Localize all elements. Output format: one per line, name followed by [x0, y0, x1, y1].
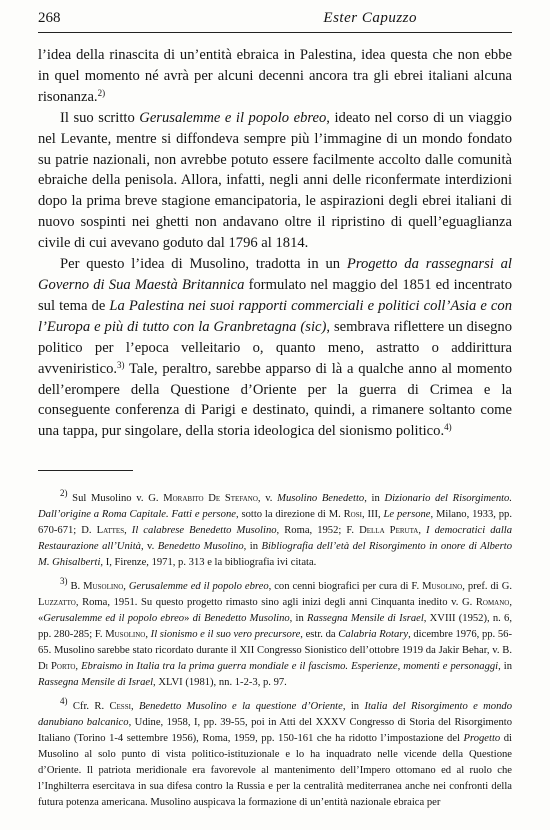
- text-run: La Palestina nei suoi rapporti commerciali e politici coll’Asia e con l’Europa e più di tutto con la Granbretagna (sic): [38, 297, 512, 335]
- text-run: , in: [243, 541, 262, 553]
- text-run: Le persone: [383, 509, 431, 521]
- text-run: Romano: [475, 597, 510, 609]
- text-run: Rassegna Mensile di Israel: [307, 613, 424, 625]
- text-run: Sul Musolino v. G.: [67, 493, 164, 505]
- text-run: Il calabrese Benedetto Musolino: [131, 525, 277, 537]
- text-run: Di Porto: [38, 661, 76, 673]
- text-run: ,: [145, 629, 151, 641]
- footnote-ref: 2): [60, 488, 68, 499]
- text-run: Gerusalemme ed il popolo ebreo: [128, 581, 269, 593]
- text-run: Luzzatto: [38, 597, 76, 609]
- footnote-ref: 4): [444, 422, 452, 433]
- running-title: Ester Capuzzo: [323, 10, 417, 26]
- main-text: [38, 45, 512, 442]
- text-run: formulato nel maggio del 1851 ed incentrato sul tema de: [38, 276, 512, 314]
- page-number: 268: [38, 10, 61, 26]
- text-run: , in: [342, 701, 365, 713]
- text-run: Bibliografia dell’età del Risorgimento in onore di Alberto M. Ghisalberti: [38, 541, 512, 569]
- text-run: Per questo l’idea di Musolino, tradotta in un: [60, 256, 347, 273]
- footnote-divider: [38, 470, 133, 471]
- text-run: , XVIII (1952), n. 6, pp. 280-285; F.: [38, 613, 512, 641]
- text-run: Musolino: [83, 581, 124, 593]
- text-run: , con cenni biografici per cura di F.: [268, 581, 423, 593]
- text-run: , «: [38, 597, 512, 625]
- text-run: Calabria Rotary: [338, 629, 409, 641]
- paragraph-2: [38, 108, 512, 254]
- text-run: I democratici dalla Restaurazione all’Unità: [38, 525, 513, 553]
- text-run: Gerusalemme e il popolo ebreo: [139, 109, 327, 126]
- text-run: Musolino Benedetto: [277, 493, 365, 505]
- text-run: Tale, peraltro, sarebbe apparso di là a qualche anno al momento dell’erompere della Questione d’Oriente per la guerra di Crimea e la conseguente conferenza di Parigi e destinato, quindi, a rimanere soltanto come una tappa, pur singolare, della storia ideologica del sionismo politico.: [38, 360, 512, 440]
- text-run: Gerusalemme ed il popolo ebreo: [43, 613, 185, 625]
- footnote-ref: 3): [60, 576, 68, 587]
- text-run: »: [184, 613, 193, 625]
- text-run: Morabito De Stefano: [163, 493, 258, 505]
- text-run: , Milano, 1933, pp. 670-671; D.: [38, 509, 512, 537]
- footnote-3: [38, 576, 513, 691]
- text-run: Rosi: [343, 509, 362, 521]
- text-run: Lattes: [96, 525, 125, 537]
- text-run: , sembrava riflettere un disegno politico per l’epoca velleitario o, quanto meno, astratto o addirittura avveniristico.: [38, 318, 512, 377]
- text-run: , in: [364, 493, 385, 505]
- text-run: , in: [289, 613, 308, 625]
- text-run: Italia del Risorgimento e mondo danubiano balcanico: [38, 701, 512, 729]
- text-run: di Musolino al solo punto di vista politico-istituzionale e lo ha inquadrato nelle vicende della Questione d’Oriente. Il patriota meridionale era favorevole al mantenimento dell’Impero ottomano ed al ruolo che l’Inghilterra esercitava in sua difesa contro la Russia e per la centralità mediterranea anche nei confronti della futura potenza americana. Musolino auspicava la formazione di un’entità nazionale ebraica per: [38, 733, 512, 809]
- paragraph-3: [38, 254, 512, 442]
- text-run: , sotto la direzione di M.: [235, 509, 344, 521]
- footnotes: [38, 488, 513, 811]
- text-run: ,: [418, 525, 427, 537]
- text-run: di Benedetto Musolino: [192, 613, 290, 625]
- text-run: , I, Firenze, 1971, p. 313 e la bibliografia ivi citata.: [100, 557, 317, 569]
- text-run: l’idea della rinascita di un’entità ebraica in Palestina, idea questa che non ebbe in quel momento né avrà per alcuni decenni ancora tra gli ebrei italiani alcuna risonanza.: [38, 47, 512, 105]
- footnote-ref: 3): [117, 359, 125, 370]
- footnote-4: [38, 696, 512, 811]
- text-run: , estr. da: [300, 629, 339, 641]
- text-run: , ideato nel corso di un viaggio nel Levante, mentre si diffondeva sempre più l’immagine di un mondo fondato su patrie nazionali, non avrebbe potuto essere facilmente accolto dalle comunità ebraiche della penisola. Allora, infatti, negli anni delle riconfermate interdizioni dopo la prima breve stagione emancipatoria, le aspirazioni degli ebrei italiani di nuovo sospinti nei ghetti non andavano oltre il ripristino di quell’eguaglianza civile di cui avevano goduto dal 1796 al 1814.: [38, 109, 512, 252]
- text-run: , Roma, 1952; F.: [276, 525, 360, 537]
- text-run: Benedetto Musolino: [157, 541, 244, 553]
- text-run: Musolino: [422, 581, 463, 593]
- text-run: Dizionario del Risorgimento. Dall’origine a Roma Capitale. Fatti e persone: [38, 493, 513, 521]
- text-run: Ebraismo in Italia tra la prima guerra mondiale e il fascismo. Esperienze, momenti e personaggi: [81, 661, 499, 673]
- text-run: Progetto da rassegnarsi al Governo di Sua Maestà Britannica: [38, 256, 512, 293]
- text-run: Il sionismo e il suo vero precursore: [150, 629, 301, 641]
- text-run: , III,: [361, 509, 384, 521]
- text-run: B.: [67, 581, 84, 593]
- text-run: ,: [123, 581, 129, 593]
- footnote-ref: 2): [97, 87, 106, 98]
- text-run: Rassegna Mensile di Israel: [38, 677, 154, 689]
- text-run: Cfr. R.: [67, 701, 110, 713]
- text-run: , XLVI (1981), nn. 1-2-3, p. 97.: [153, 677, 287, 689]
- footnote-2: [38, 488, 513, 571]
- text-run: Il suo scritto: [60, 109, 140, 126]
- text-run: Della Peruta: [359, 525, 419, 537]
- text-run: Cessi: [109, 701, 131, 713]
- text-run: , pref. di G.: [462, 581, 512, 593]
- text-run: , v.: [140, 541, 158, 553]
- text-run: ,: [75, 661, 82, 673]
- text-run: , dicembre 1976, pp. 56-65. Musolino sarebbe stato ricordato durante il XII Congresso Sionistico dell’ottobre 1919 da Jakir Behar, v. B.: [38, 629, 512, 657]
- text-run: , v.: [257, 493, 278, 505]
- text-run: Benedetto Musolino e la questione d’Oriente: [138, 701, 343, 713]
- text-run: ,: [124, 525, 132, 537]
- running-header: [38, 10, 512, 33]
- text-run: ,: [130, 701, 139, 713]
- text-run: Musolino: [105, 629, 146, 641]
- text-run: Progetto: [463, 733, 501, 745]
- text-run: , Roma, 1951. Su questo progetto rimasto sino agli inizi degli anni Cinquanta inedito v. G.: [75, 597, 476, 609]
- footnote-ref: 4): [60, 696, 68, 707]
- paragraph-1: [38, 45, 512, 108]
- text-run: , in: [498, 661, 513, 673]
- text-run: , Udine, 1958, I, pp. 39-55, poi in Atti del XXXV Congresso di Storia del Risorgimento Italiano (Torino 1-4 settembre 1956), Roma, 1959, pp. 150-161 che ha ridotto l’impostazione del: [38, 717, 512, 745]
